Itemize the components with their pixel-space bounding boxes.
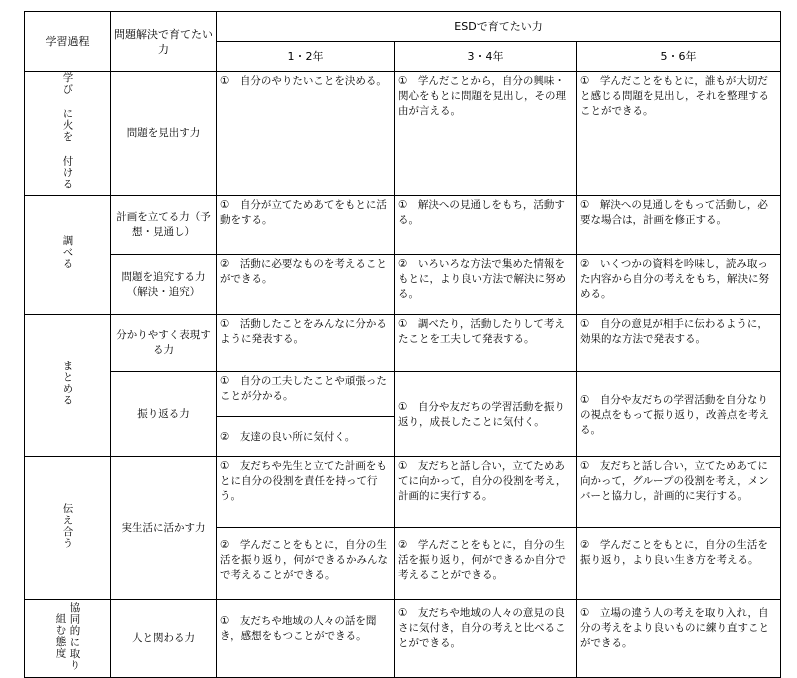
cell: ① 自分の工夫したことや頑張ったことが分かる。 xyxy=(217,372,395,417)
stage-investigate: 調べる xyxy=(25,196,111,315)
cell: ① 解決への見通しをもち，活動する。 xyxy=(395,196,577,255)
cell: ① 学んだことをもとに，誰もが大切だと感じる問題を見出し，それを整理することができる。 xyxy=(577,72,781,196)
stage-cooperate: 協同的に取り組む態度 xyxy=(25,600,111,678)
cell: ① 友だちや地域の人々の意見の良さに気付き，自分の考えと比べることができる。 xyxy=(395,600,577,678)
cell: ① 友だちや先生と立てた計画をもとに自分の役割を責任を持って行う。 xyxy=(217,457,395,528)
cell: ① 自分のやりたいことを決める。 xyxy=(217,72,395,196)
esd-ability-table xyxy=(24,11,781,678)
ability-apply: 実生活に活かす力 xyxy=(111,457,217,600)
header-grade-5-6: 5・6年 xyxy=(577,42,781,72)
ability-express: 分かりやすく表現する力 xyxy=(111,315,217,372)
header-esd: ESDで育てたい力 xyxy=(217,12,781,42)
cell: ① 立場の違う人の考えを取り入れ，自分の考えをより良いものに練り直すことができる。 xyxy=(577,600,781,678)
stage-summarize: まとめる xyxy=(25,315,111,457)
ability-relate: 人と関わる力 xyxy=(111,600,217,678)
ability-find-problem: 問題を見出す力 xyxy=(111,72,217,196)
ability-inquire: 問題を追究する力（解決・追究） xyxy=(111,255,217,315)
cell: ① 自分や友だちの学習活動を自分なりの視点をもって振り返り，改善点を考える。 xyxy=(577,372,781,457)
cell: ② 学んだことをもとに，自分の生活を振り返り，より良い生き方を考える。 xyxy=(577,528,781,600)
cell: ① 友だちや地域の人々の話を聞き，感想をもつことができる。 xyxy=(217,600,395,678)
ability-plan: 計画を立てる力（予想・見通し） xyxy=(111,196,217,255)
cell: ② いくつかの資料を吟味し，読み取った内容から自分の考えをもち，解決に努める。 xyxy=(577,255,781,315)
stage-ignite: 学び に火を 付ける xyxy=(25,72,111,196)
cell: ① 調べたり，活動したりして考えたことを工夫して発表する。 xyxy=(395,315,577,372)
cell: ① 自分が立てためあてをもとに活動をする。 xyxy=(217,196,395,255)
header-process: 学習過程 xyxy=(25,12,111,72)
cell: ② いろいろな方法で集めた情報をもとに，より良い方法で解決に努める。 xyxy=(395,255,577,315)
cell: ① 学んだことから，自分の興味・関心をもとに問題を見出し，その理由が言える。 xyxy=(395,72,577,196)
cell: ① 友だちと話し合い，立てためあてに向かって，自分の役割を考え，計画的に実行する。 xyxy=(395,457,577,528)
stage-share: 伝え合う xyxy=(25,457,111,600)
cell: ② 活動に必要なものを考えることができる。 xyxy=(217,255,395,315)
header-grade-1-2: 1・2年 xyxy=(217,42,395,72)
header-problem-solving: 問題解決で育てたい力 xyxy=(111,12,217,72)
cell: ① 解決への見通しをもって活動し，必要な場合は，計画を修正する。 xyxy=(577,196,781,255)
cell: ① 自分や友だちの学習活動を振り返り，成長したことに気付く。 xyxy=(395,372,577,457)
cell: ② 学んだことをもとに，自分の生活を振り返り，何ができるか自分で考えることができる。 xyxy=(395,528,577,600)
cell: ② 学んだことをもとに，自分の生活を振り返り，何ができるかみんなで考えることができる。 xyxy=(217,528,395,600)
cell: ② 友達の良い所に気付く。 xyxy=(217,417,395,457)
cell: ① 友だちと話し合い，立てためあてに向かって，グループの役割を考え，メンバーと協力し，計画的に実行する。 xyxy=(577,457,781,528)
cell: ① 自分の意見が相手に伝わるように，効果的な方法で発表する。 xyxy=(577,315,781,372)
ability-reflect: 振り返る力 xyxy=(111,372,217,457)
header-grade-3-4: 3・4年 xyxy=(395,42,577,72)
cell: ① 活動したことをみんなに分かるように発表する。 xyxy=(217,315,395,372)
